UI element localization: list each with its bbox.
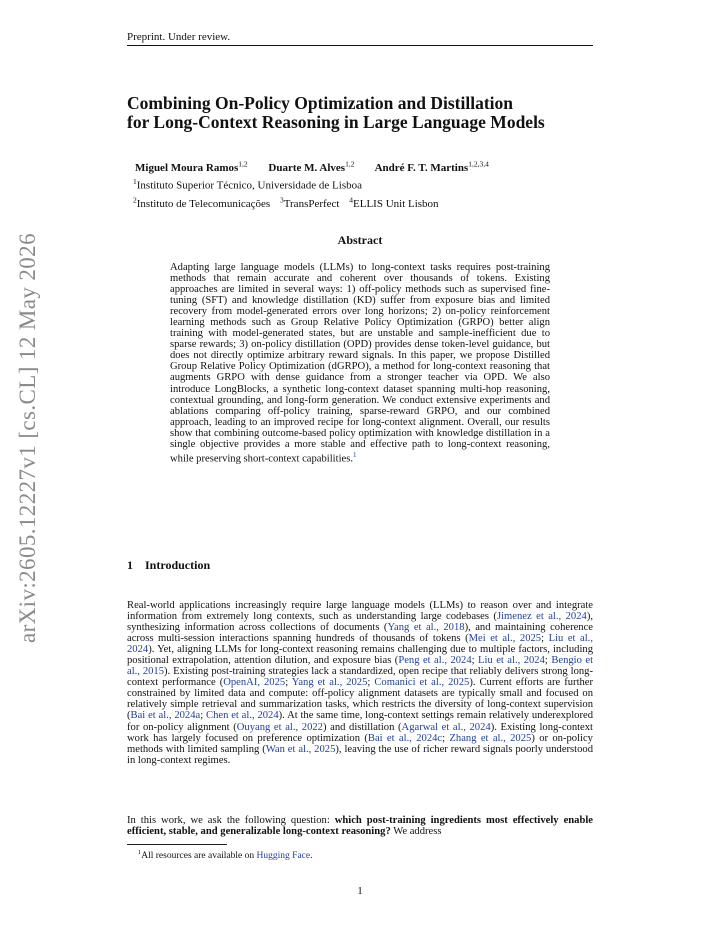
text-run: ) and distillation (	[322, 721, 402, 733]
citation-link[interactable]: Liu et al., 2024	[127, 633, 593, 656]
text-run: ). Existing post-training strategies lack a standardized, open recipe that reliably delivers strong long-context performance (	[127, 666, 593, 689]
text-run: ). At the same time, long-context settings remain relatively underexplored for on-policy alignment (	[127, 710, 594, 733]
citation-link[interactable]: Bai et al., 2024c	[367, 732, 443, 744]
citation-link[interactable]: Yang et al., 2018	[387, 622, 465, 634]
header-rule	[127, 45, 593, 46]
citation-link[interactable]: Agarwal et al., 2024	[401, 721, 491, 733]
affiliation-row	[133, 193, 595, 211]
footnote-marker[interactable]: 1	[352, 450, 357, 459]
running-header: Preprint. Under review.	[127, 31, 231, 43]
abstract-body: Adapting large language models (LLMs) to long-context tasks requires post-training methods that remain accurate and coherent over thousands of tokens. Existing approaches are limited in several ways: 1) off-policy methods such as supervised fine-tuning (SFT) and knowledge distillation (KD) suffer from exposure bias and limited recovery from model-generated errors over long horizons; 2) on-policy reinforcement learning methods such as Group Relative Policy Optimization (GRPO) better align training with model-generated states, but are unstable and sample-inefficient due to sparse rewards; 3) on-policy distillation (OPD) provides dense token-level guidance, but does not directly optimize arbitrary reward signals. In this paper, we propose Distilled Group Relative Policy Optimization (dGRPO), a method for long-context reasoning that augments GRPO with dense guidance from a stronger teacher via OPD. We also introduce LongBlocks, a synthetic long-context dataset spanning multi-hop reasoning, contextual grounding, and long-form generation. We conduct extensive experiments and ablations comparing off-policy training, sparse-reward GRPO, and our combined approach, leading to an improved recipe for long-context alignment. Overall, our results show that combining outcome-based policy optimization with knowledge distillation in a single objective provides a more stable and effective path to long-context reasoning, while preserving short-context capabilities.$^1$	[170, 262, 550, 465]
citation-link[interactable]: Bengio et al., 2015	[127, 655, 594, 678]
citation-link[interactable]: Mei et al., 2025	[468, 633, 542, 645]
text-run: ;	[471, 655, 479, 667]
paper-title	[127, 94, 597, 132]
text-run: ;	[544, 655, 552, 667]
text-run: In this work, we ask the following question:	[127, 815, 335, 826]
citation-link[interactable]: Liu et al., 2024	[478, 655, 545, 667]
citation-link[interactable]: Wan et al., 2025	[265, 743, 336, 755]
affiliation: $^1$Instituto Superior Técnico, Universidade de Lisboa	[133, 177, 362, 192]
text-run: ). Yet, aligning LLMs for long-context reasoning remains challenging due to multiple factors, including positional extrapolation, attention dilution, and exposure bias (	[127, 644, 593, 667]
bold-question: which post-training ingredients most effectively enable efficient, stable, and generalizable long-context reasoning?	[127, 815, 593, 838]
author: Miguel Moura Ramos$^{1,2}$	[135, 159, 248, 174]
arxiv-identifier-stamp: arXiv:2605.12227v1 [cs.CL] 12 May 2026	[15, 233, 40, 643]
introduction-paragraph-1	[127, 600, 593, 766]
footnote-rule	[127, 844, 227, 845]
citation-link[interactable]: Peng et al., 2024	[398, 655, 472, 667]
affiliation: $^2$Instituto de Telecomunicações	[133, 195, 271, 210]
affiliation: $^4$ELLIS Unit Lisbon	[349, 195, 439, 210]
citation-link[interactable]: Bai et al., 2024a	[130, 710, 201, 722]
citation-link[interactable]: Zhang et al., 2025	[449, 732, 532, 744]
text-run: ). Current efforts are further constrained by limited data and compute: off-policy alignment datasets are typically small and focused on relatively simple retrieval and summarization tasks, which restricts the diversity of long-context supervision (	[127, 677, 594, 722]
title-line-1: Combining On-Policy Optimization and Distillation	[127, 93, 514, 113]
text-run: ;	[285, 677, 292, 689]
text-run: Real-world applications increasingly require large language models (LLMs) to reason over and integrate information from extremely long contexts, such as understanding large codebases (	[127, 600, 593, 623]
text-run: ;	[541, 633, 549, 645]
text-run: ), and maintaining coherence across multi-session interactions spanning hundreds of thousands of tokens (	[127, 622, 593, 645]
text-run: ;	[367, 677, 375, 689]
citation-link[interactable]: OpenAI, 2025	[223, 677, 286, 689]
author: André F. T. Martins$^{1,2,3,4}$	[374, 159, 489, 174]
text-run: ), synthesizing information across collections of documents (	[127, 611, 593, 634]
citation-link[interactable]: Jimenez et al., 2024	[496, 611, 587, 623]
footnote: $^1$All resources are available on Hugging Face.	[138, 849, 313, 862]
affiliation: $^3$TransPerfect	[279, 195, 340, 210]
text-run: We address	[390, 826, 442, 838]
text-run: ;	[442, 732, 450, 744]
text-run: ;	[200, 710, 206, 722]
author: Duarte M. Alves$^{1,2}$	[268, 159, 355, 174]
citation-link[interactable]: Comanici et al., 2025	[374, 677, 470, 689]
section-heading-introduction: 1 Introduction	[127, 558, 211, 572]
introduction-paragraph-2	[127, 815, 593, 837]
citation-link[interactable]: Yang et al., 2025	[291, 677, 368, 689]
text-run: ) or on-policy methods with limited sampling (	[127, 732, 593, 755]
citation-link[interactable]: Ouyang et al., 2022	[236, 721, 323, 733]
author-block	[135, 157, 595, 211]
title-line-2: for Long-Context Reasoning in Large Language Models	[127, 112, 545, 132]
hugging-face-link[interactable]: Hugging Face	[256, 851, 311, 862]
abstract-heading: Abstract	[337, 233, 383, 247]
text-run: ). Existing long-context work has largely focused on preference optimization (	[127, 721, 594, 744]
text-run: ), leaving the use of richer reward signals poorly understood in long-context regimes.	[127, 743, 594, 766]
page-number: 1	[357, 885, 363, 897]
author-list	[135, 157, 595, 175]
citation-link[interactable]: Chen et al., 2024	[206, 710, 279, 722]
